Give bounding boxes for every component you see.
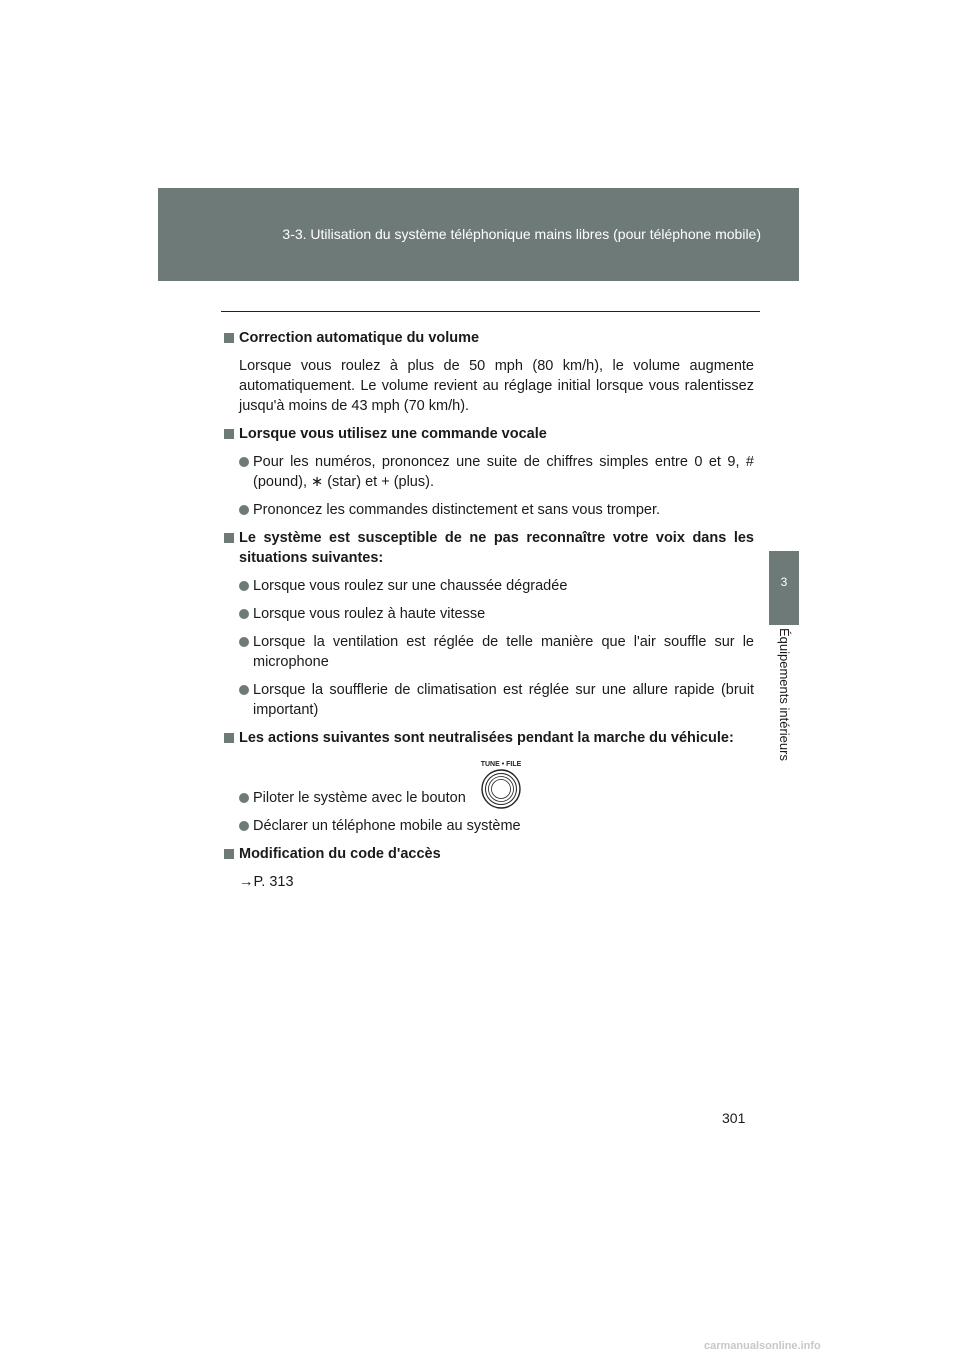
chapter-tab (769, 551, 799, 625)
round-bullet-icon (239, 457, 249, 467)
section-heading-voice: Lorsque vous utilisez une commande vocale (221, 424, 754, 444)
round-bullet-icon (239, 821, 249, 831)
chapter-title: 3-3. Utilisation du système téléphonique mains libres (pour téléphone mobile) (282, 226, 761, 242)
page-content (221, 328, 754, 900)
section-heading-volume: Correction automatique du volume (221, 328, 754, 348)
top-rule (221, 311, 760, 312)
square-bullet-icon (224, 733, 234, 743)
chapter-tab-number: 3 (780, 575, 788, 589)
page-reference-link[interactable]: →P. 313 (239, 874, 294, 890)
round-bullet-icon (239, 609, 249, 619)
round-bullet-icon (239, 637, 249, 647)
list-item: Piloter le système avec le bouton TUNE • FILE (221, 756, 754, 808)
knob-label: TUNE • FILE (480, 761, 522, 768)
round-bullet-icon (239, 581, 249, 591)
round-bullet-icon (239, 505, 249, 515)
square-bullet-icon (224, 849, 234, 859)
list-item: Pour les numéros, prononcez une suite de chiffres simples entre 0 et 9, # (pound), ∗ (star) et + (plus). (221, 452, 754, 492)
list-item: Prononcez les commandes distinctement et sans vous tromper. (221, 500, 754, 520)
page-number: 301 (722, 1110, 746, 1126)
list-item: Lorsque vous roulez sur une chaussée dégradée (221, 576, 754, 596)
section-body-volume: Lorsque vous roulez à plus de 50 mph (80 km/h), le volume augmente automatiquement. Le volume revient au réglage initial lorsque vous ralentissez jusqu'à moins de 43 mph (70 km/h). (239, 358, 754, 414)
section-heading-disabled: Les actions suivantes sont neutralisées pendant la marche du véhicule: (221, 728, 754, 748)
chapter-tab-label-box (775, 628, 795, 788)
list-item: Lorsque la soufflerie de climatisation est réglée sur une allure rapide (bruit important) (221, 680, 754, 720)
chapter-tab-label: Équipements intérieurs (777, 628, 792, 761)
round-bullet-icon (239, 793, 249, 803)
list-item: Déclarer un téléphone mobile au système (221, 816, 754, 836)
square-bullet-icon (224, 333, 234, 343)
round-bullet-icon (239, 685, 249, 695)
square-bullet-icon (224, 429, 234, 439)
list-item: Lorsque la ventilation est réglée de telle manière que l'air souffle sur le microphone (221, 632, 754, 672)
watermark: carmanualsonline.info (704, 1340, 821, 1352)
chapter-header (158, 188, 799, 281)
list-item: Lorsque vous roulez à haute vitesse (221, 604, 754, 624)
section-heading-recognition: Le système est susceptible de ne pas reconnaître votre voix dans les situations suivantes: (221, 528, 754, 568)
section-heading-passcode: Modification du code d'accès (221, 844, 754, 864)
square-bullet-icon (224, 533, 234, 543)
tune-file-knob-icon (476, 758, 526, 810)
